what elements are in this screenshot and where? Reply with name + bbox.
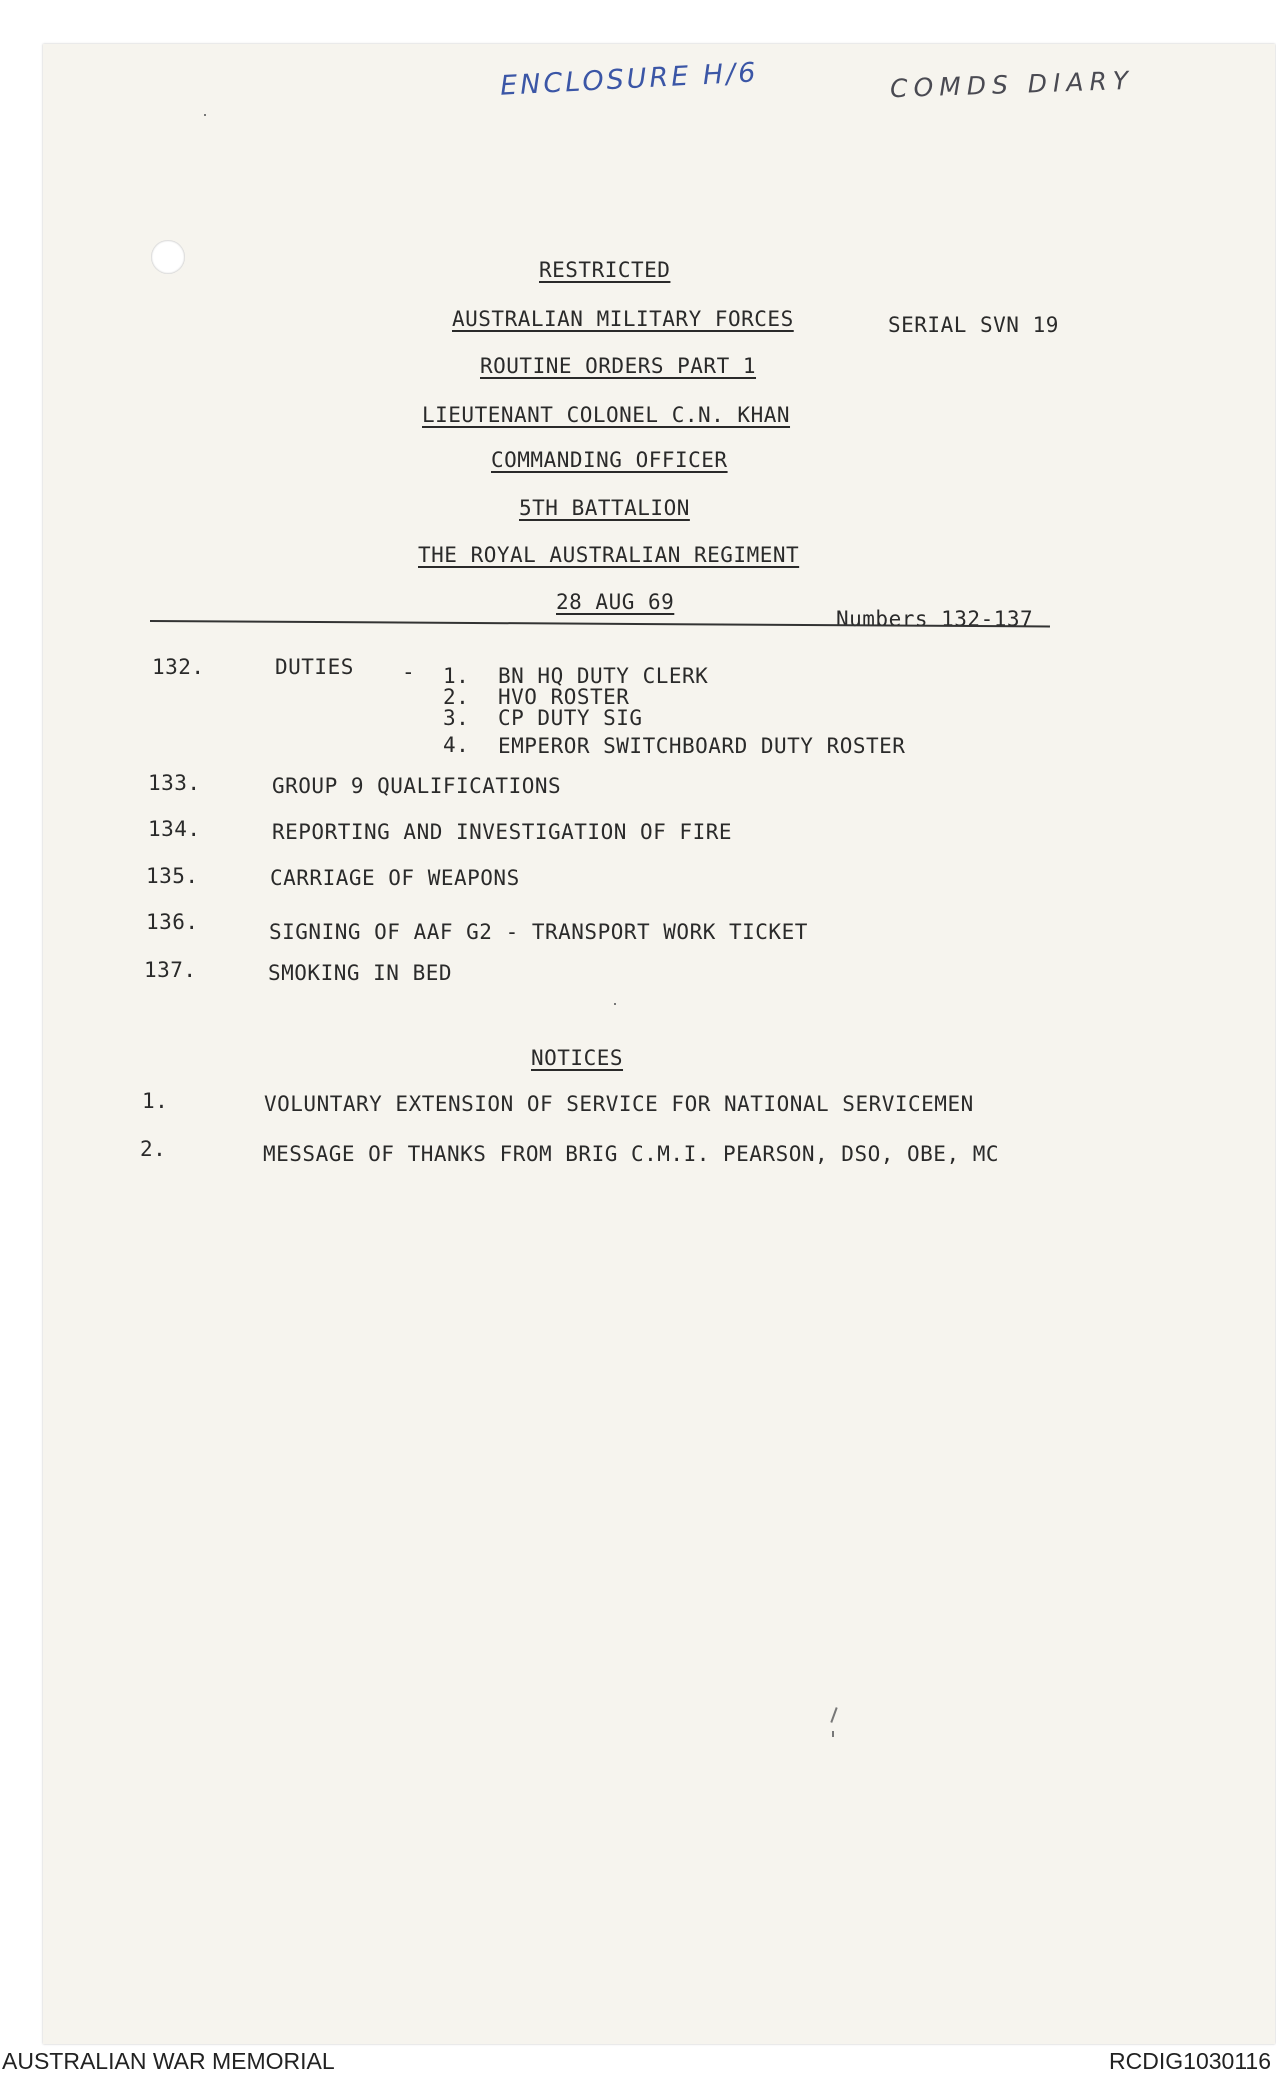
order-number: 134. bbox=[148, 817, 201, 841]
notice-item: MESSAGE OF THANKS FROM BRIG C.M.I. PEARSON, DSO, OBE, MC bbox=[263, 1142, 1000, 1166]
orders-heading: ROUTINE ORDERS PART 1 bbox=[480, 354, 757, 378]
order-number: 135. bbox=[146, 864, 199, 888]
order-number: 136. bbox=[146, 910, 199, 934]
order-date: 28 AUG 69 bbox=[556, 590, 675, 614]
notices-heading: NOTICES bbox=[531, 1046, 624, 1070]
battalion-heading: 5TH BATTALION bbox=[519, 496, 690, 520]
punch-hole bbox=[151, 240, 185, 274]
duty-number: 3. bbox=[443, 706, 470, 730]
notice-item: VOLUNTARY EXTENSION OF SERVICE FOR NATIONAL SERVICEMEN bbox=[264, 1092, 974, 1116]
order-numbers: Numbers 132-137 bbox=[836, 607, 1034, 631]
duty-item: CP DUTY SIG bbox=[498, 706, 643, 730]
classification-heading: RESTRICTED bbox=[539, 258, 671, 282]
order-title: REPORTING AND INVESTIGATION OF FIRE bbox=[272, 820, 733, 844]
footer-record-id: RCDIG1030116 bbox=[1109, 2048, 1271, 2074]
duty-item: EMPEROR SWITCHBOARD DUTY ROSTER bbox=[498, 734, 906, 758]
officer-name: LIEUTENANT COLONEL C.N. KHAN bbox=[422, 403, 791, 427]
order-title: CARRIAGE OF WEAPONS bbox=[270, 866, 520, 890]
serial-number: SERIAL SVN 19 bbox=[888, 313, 1059, 337]
regiment-heading: THE ROYAL AUSTRALIAN REGIMENT bbox=[418, 543, 800, 567]
order-dash: - bbox=[402, 660, 416, 684]
handwritten-comds-diary: COMDS DIARY bbox=[889, 65, 1135, 104]
handwritten-enclosure: ENCLOSURE H/6 bbox=[499, 57, 760, 102]
duty-number: 1. bbox=[443, 664, 470, 688]
officer-role: COMMANDING OFFICER bbox=[491, 448, 728, 472]
duty-number: 4. bbox=[443, 733, 470, 757]
paper-mark bbox=[204, 114, 206, 116]
order-number: 133. bbox=[148, 771, 201, 795]
duty-item: HVO ROSTER bbox=[498, 685, 630, 709]
document-page bbox=[43, 44, 1275, 2044]
notice-number: 1. bbox=[142, 1089, 169, 1113]
force-heading: AUSTRALIAN MILITARY FORCES bbox=[452, 307, 794, 331]
footer-archive-name: AUSTRALIAN WAR MEMORIAL bbox=[2, 2048, 335, 2074]
duty-item: BN HQ DUTY CLERK bbox=[498, 664, 709, 688]
paper-mark bbox=[832, 1731, 834, 1737]
order-title: DUTIES bbox=[275, 655, 354, 679]
order-title: GROUP 9 QUALIFICATIONS bbox=[272, 774, 562, 798]
order-number: 137. bbox=[144, 958, 197, 982]
order-number: 132. bbox=[152, 655, 205, 679]
order-title: SIGNING OF AAF G2 - TRANSPORT WORK TICKET bbox=[269, 920, 808, 944]
paper-mark bbox=[614, 1003, 616, 1005]
order-title: SMOKING IN BED bbox=[268, 961, 453, 985]
notice-number: 2. bbox=[140, 1137, 167, 1161]
duty-number: 2. bbox=[443, 685, 470, 709]
